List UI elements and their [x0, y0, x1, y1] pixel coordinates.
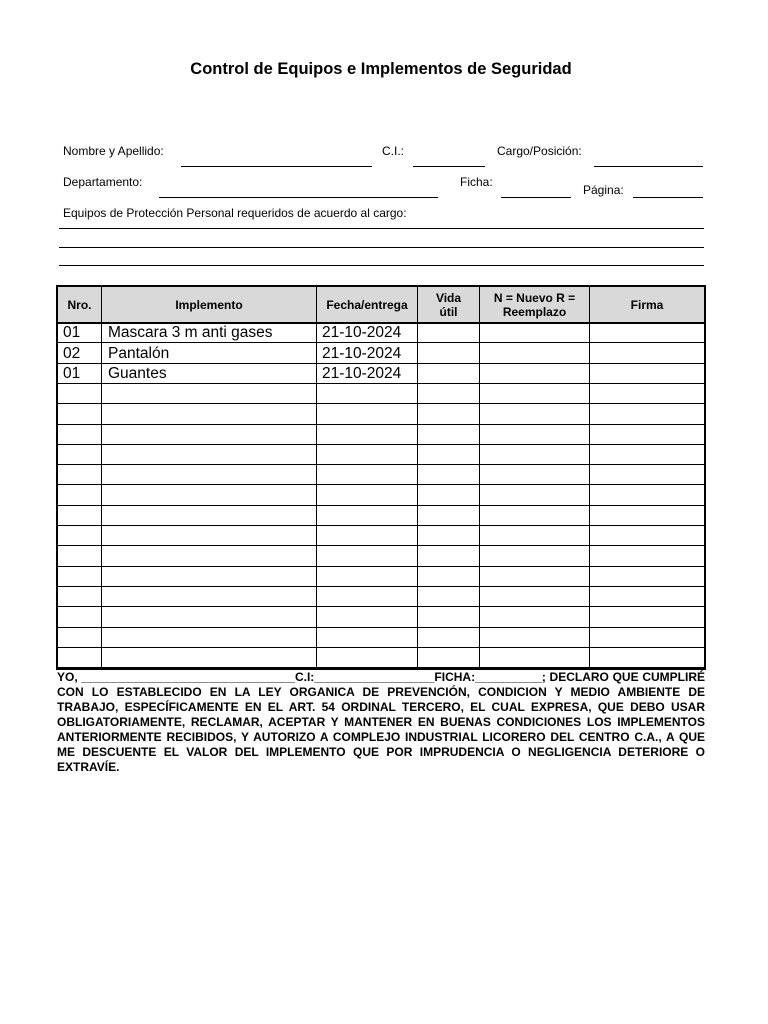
nombre-label: Nombre y Apellido:: [63, 144, 164, 158]
table-row-line: [56, 505, 706, 506]
table-row-line: [56, 606, 706, 607]
row-3-fecha: 21-10-2024: [322, 365, 402, 382]
header-implemento: Implemento: [175, 297, 243, 312]
header-fecha-entrega: Fecha/entrega: [326, 297, 408, 312]
header-nro: Nro.: [67, 297, 92, 312]
row-1-nro: 01: [63, 324, 81, 341]
page-title: Control de Equipos e Implementos de Seguridad: [190, 60, 572, 78]
table-row-line: [56, 545, 706, 546]
equipos-line-3[interactable]: [59, 265, 704, 266]
header-nuevo-reemplazo: N = Nuevo R = Reemplazo: [493, 290, 576, 319]
row-3-implemento: Guantes: [108, 365, 167, 382]
row-2-nro: 02: [63, 345, 81, 362]
row-3-nro: 01: [63, 365, 81, 382]
cargo-field[interactable]: [594, 166, 703, 167]
declaration-text: YO, ________________________________C.I:__________________FICHA:__________; DECLARO QUE CUMPLIRÉ CON LO ESTABLECIDO EN LA LEY ORGANICA DE PREVENCIÓN, CONDICION Y MEDIO AMBIENTE DE TRABAJO, ESPECÍFICAMENTE EN EL ART. 54 ORDINAL TERCERO, EL CUAL EXPRESA, QUE DEBO USAR OBLIGATORIAMENTE, RECLAMAR, ACEPTAR Y MANTENER EN BUENAS CONDICIONES LOS IMPLEMENTOS ANTERIORMENTE RECIBIDOS, Y AUTORIZO A COMPLEJO INDUSTRIAL LICORERO DEL CENTRO C.A., A QUE ME DESCUENTE EL VALOR DEL IMPLEMENTO QUE POR IMPRUDENCIA O NEGLIGENCIA DETERIORE O EXTRAVÍE.: [57, 670, 705, 774]
row-1-fecha: 21-10-2024: [322, 324, 402, 341]
equipos-label: Equipos de Protección Personal requeridos de acuerdo al cargo:: [63, 206, 407, 220]
ci-label: C.I.:: [382, 144, 405, 158]
departamento-label: Departamento:: [63, 175, 143, 189]
equipos-line-1[interactable]: [59, 228, 704, 229]
cargo-label: Cargo/Posición:: [497, 144, 582, 158]
table-row-line: [56, 566, 706, 567]
nombre-field[interactable]: [181, 166, 372, 167]
equipment-table: [56, 285, 706, 670]
row-1-implemento: Mascara 3 m anti gases: [108, 324, 273, 341]
table-row-line: [56, 627, 706, 628]
table-row-line: [56, 464, 706, 465]
table-row-line: [56, 667, 706, 668]
ficha-label: Ficha:: [460, 175, 493, 189]
ficha-field[interactable]: [501, 197, 571, 198]
row-2-implemento: Pantalón: [108, 345, 170, 362]
table-row-line: [56, 525, 706, 526]
equipos-line-2[interactable]: [59, 247, 704, 248]
table-row-line: [56, 424, 706, 425]
header-vida-util: Vida útil: [435, 290, 462, 319]
pagina-label: Página:: [583, 183, 624, 197]
ci-field[interactable]: [413, 166, 485, 167]
table-row-line: [56, 484, 706, 485]
departamento-field[interactable]: [159, 197, 438, 198]
table-row-line: [56, 647, 706, 648]
header-firma: Firma: [630, 297, 664, 312]
table-row-line: [56, 444, 706, 445]
table-row-line: [56, 586, 706, 587]
row-2-fecha: 21-10-2024: [322, 345, 402, 362]
table-row-line: [56, 403, 706, 404]
pagina-field[interactable]: [633, 197, 703, 198]
